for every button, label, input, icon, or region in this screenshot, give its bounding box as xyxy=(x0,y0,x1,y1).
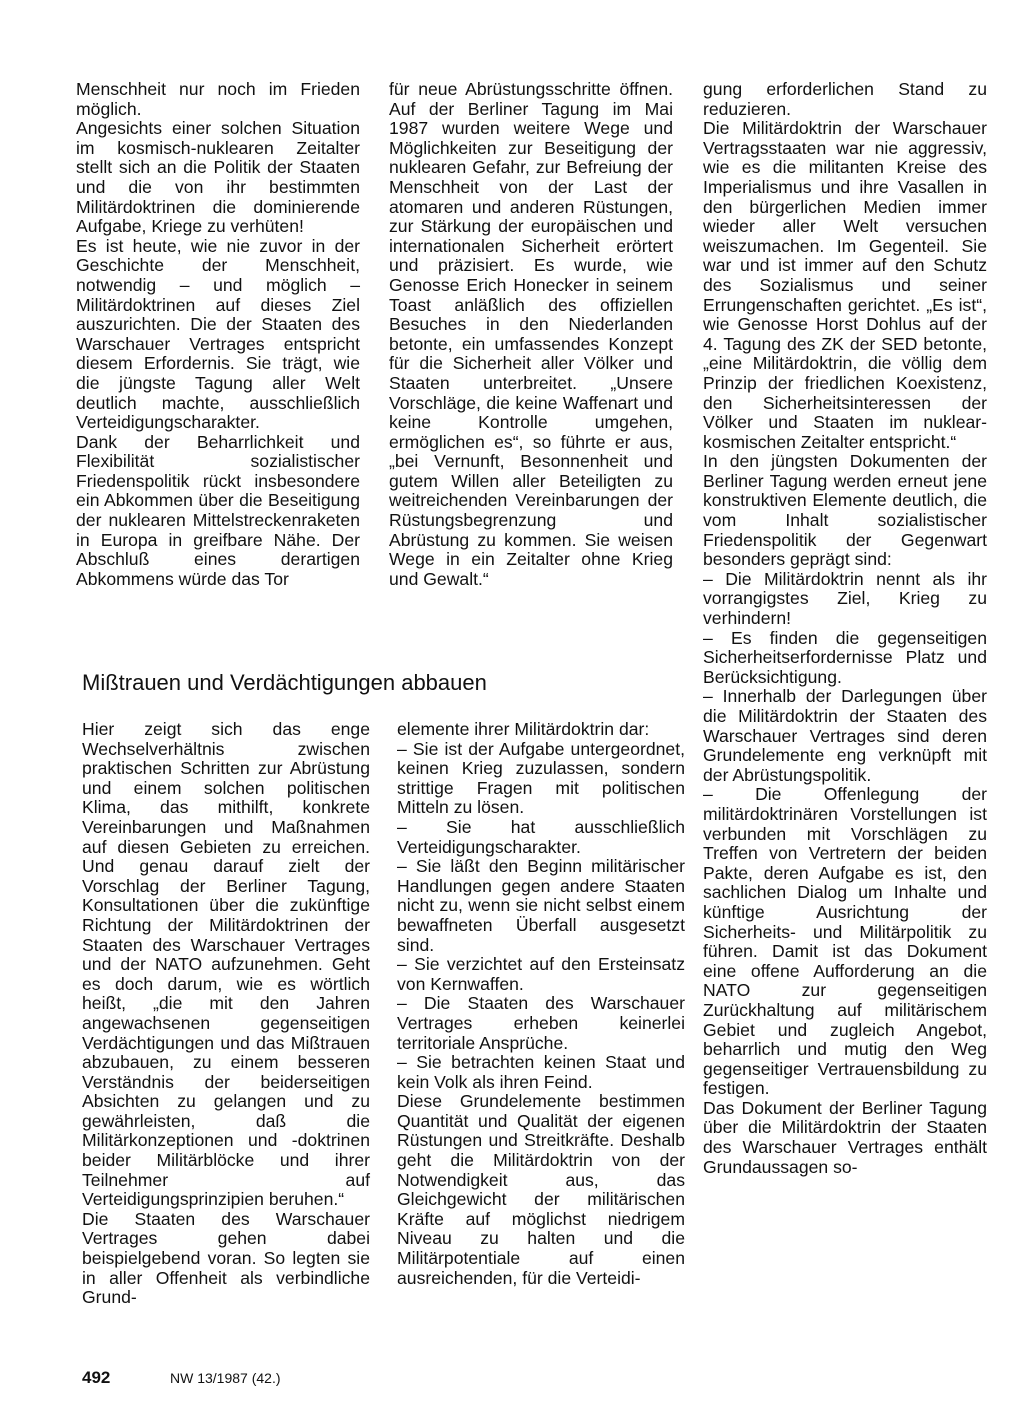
column-2-top xyxy=(389,80,673,589)
paragraph: gung erforderlichen Stand zu reduzieren. xyxy=(703,79,987,119)
page-footer xyxy=(82,1368,281,1388)
paragraph: Das Dokument der Berliner Tagung über die Militärdoktrin der Staaten des Warschauer Vertrages enthält Grundaussagen so- xyxy=(703,1097,987,1177)
paragraph: Die Staaten des Warschauer Vertrages gehen dabei beispielgebend voran. So legten sie in aller Offenheit als verbindliche Grund- xyxy=(82,1208,370,1308)
paragraph: Dank der Beharrlichkeit und Flexibilität sozialistischer Friedenspolitik rückt insbesondere ein Abkommen über die Beseitigung der nuklearen Mittelstreckenraketen in Europa in greifbare Nähe. Der Abschluß eines derartigen Abkommens würde das Tor xyxy=(76,431,360,589)
list-item: – Die Offenlegung der militärdoktrinären Vorstellungen ist verbunden mit Vorschlägen zu Treffen von Vertretern der beiden Pakte, deren Aufgabe es ist, den sachlichen Dialog um Inhalte und künftige Ausrichtung der Sicherheits- und Militärpolitik zu führen. Damit ist das Dokument eine offene Aufforderung an die NATO zur gegenseitigen Zurückhaltung auf militärischem Gebiet und zugleich Angebot, beharrlich und mutig den Weg gegenseitiger Vertrauensbildung zu festigen. xyxy=(703,784,987,1099)
column-3 xyxy=(703,80,987,1177)
paragraph: Hier zeigt sich das enge Wechselverhältnis zwischen praktischen Schritten zur Abrüstung und einem solchen politischen Klima, das mithilft, konkrete Vereinbarungen und Maßnahmen auf diesen Gebieten zu erreichen. Und genau darauf zielt der Vorschlag der Berliner Tagung, Konsultationen über die zukünftige Richtung der Militärdoktrinen der Staaten des Warschauer Vertrages und der NATO aufzunehmen. Geht es doch darum, wie es wörtlich heißt, „die mit den Jahren angewachsenen gegenseitigen Verdächtigungen und das Mißtrauen abzubauen, zu einem besseren Verständnis der beiderseitigen Absichten zu gelangen und zu gewährleisten, daß die Militärkonzeptionen und -doktrinen beider Militärblöcke und ihrer Teilnehmer auf Verteidigungsprinzipien beruhen.“ xyxy=(82,719,370,1210)
paragraph: Menschheit nur noch im Frieden möglich. xyxy=(76,79,360,119)
list-item: – Es finden die gegenseitigen Sicherheitserfordernisse Platz und Berücksichtigung. xyxy=(703,627,987,687)
paragraph: In den jüngsten Dokumenten der Berliner Tagung werden erneut jene konstruktiven Elemente deutlich, die vom Inhalt sozialistischer Friedenspolitik der Gegenwart besonders geprägt sind: xyxy=(703,451,987,570)
list-item: – Sie ist der Aufgabe untergeordnet, keinen Krieg zuzulassen, sondern strittige Fragen mit politischen Mitteln zu lösen. xyxy=(397,738,685,818)
paragraph: Es ist heute, wie nie zuvor in der Geschichte der Menschheit, notwendig – und möglich – Militärdoktrinen auf dieses Ziel auszurichten. Die der Staaten des Warschauer Vertrages entspricht diesem Erfordernis. Sie trägt, wie die jüngste Tagung aller Welt deutlich machte, ausschließlich Verteidigungscharakter. xyxy=(76,235,360,433)
list-item: – Sie hat ausschließlich Verteidigungscharakter. xyxy=(397,816,685,857)
source-reference: NW 13/1987 (42.) xyxy=(170,1370,281,1386)
paragraph: elemente ihrer Militärdoktrin dar: xyxy=(397,719,650,739)
column-2-bottom xyxy=(397,720,685,1288)
column-1-top xyxy=(76,80,360,589)
list-item: – Die Militärdoktrin nennt als ihr vorrangigstes Ziel, Krieg zu verhindern! xyxy=(703,568,987,629)
list-item: – Innerhalb der Darlegungen über die Militärdoktrin der Staaten des Warschauer Vertrages sind deren Grundelemente eng verknüpft mit der Abrüstungspolitik. xyxy=(703,686,987,785)
list-item: – Die Staaten des Warschauer Vertrages erheben keinerlei territoriale Ansprüche. xyxy=(397,993,685,1053)
paragraph: Die Militärdoktrin der Warschauer Vertragsstaaten war nie aggressiv, wie es die militanten Kreise des Imperialismus und ihre Vasallen in den bürgerlichen Medien immer wieder aller Welt versuchen weiszumachen. Im Gegenteil. Sie war und ist immer auf den Schutz des Sozialismus und seiner Errungenschaften gerichtet. „Es ist“, wie Genosse Horst Dohlus auf der 4. Tagung des ZK der SED betonte, „eine Militärdoktrin, die völlig dem Prinzip der friedlichen Koexistenz, den Sicherheitsinteressen der Völker und Staaten im nuklear-kosmischen Zeitalter entspricht.“ xyxy=(703,118,987,452)
column-1-bottom xyxy=(82,720,370,1308)
section-heading: Mißtrauen und Verdächtigungen abbauen xyxy=(82,670,487,695)
paragraph: für neue Abrüstungsschritte öffnen. Auf der Berliner Tagung im Mai 1987 wurden weitere Wege und Möglichkeiten zur Beseitigung der nuklearen Gefahr, zur Befreiung der Menschheit von der Last der atomaren und anderen Rüstungen, zur Stärkung der europäischen und internationalen Sicherheit erörtert und präzisiert. Es wurde, wie Genosse Erich Honecker in seinem Toast anläßlich des offiziellen Besuches in den Niederlanden betonte, ein umfassendes Konzept für die Sicherheit aller Völker und Staaten unterbreitet. „Unsere Vorschläge, die keine Waffenart und keine Kontrolle umgehen, ermöglichen es“, so führte er aus, „bei Vernunft, Besonnenheit und gutem Willen aller Beteiligten zu weitreichenden Vereinbarungen der Rüstungsbegrenzung und Abrüstung zu kommen. Sie weisen Wege in ein Zeitalter ohne Krieg und Gewalt.“ xyxy=(389,79,673,589)
list-item: – Sie verzichtet auf den Ersteinsatz von Kernwaffen. xyxy=(397,954,685,994)
paragraph: Diese Grundelemente bestimmen Quantität und Qualität der eigenen Rüstungen und Streitkräfte. Deshalb geht die Militärdoktrin von der Notwendigkeit aus, das Gleichgewicht der militärischen Kräfte auf möglichst niedrigem Niveau zu halten und die Militärpotentiale auf einen ausreichenden, für die Verteidi- xyxy=(397,1091,685,1288)
list-item: – Sie läßt den Beginn militärischer Handlungen gegen andere Staaten nicht zu, wenn sie nicht selbst einem bewaffneten Überfall ausgesetzt sind. xyxy=(397,856,685,955)
page-number: 492 xyxy=(82,1368,111,1387)
paragraph: Angesichts einer solchen Situation im kosmisch-nuklearen Zeitalter stellt sich an die Politik der Staaten und die von ihr bestimmten Militärdoktrinen die dominierende Aufgabe, Kriege zu verhüten! xyxy=(76,118,360,237)
list-item: – Sie betrachten keinen Staat und kein Volk als ihren Feind. xyxy=(397,1052,685,1092)
